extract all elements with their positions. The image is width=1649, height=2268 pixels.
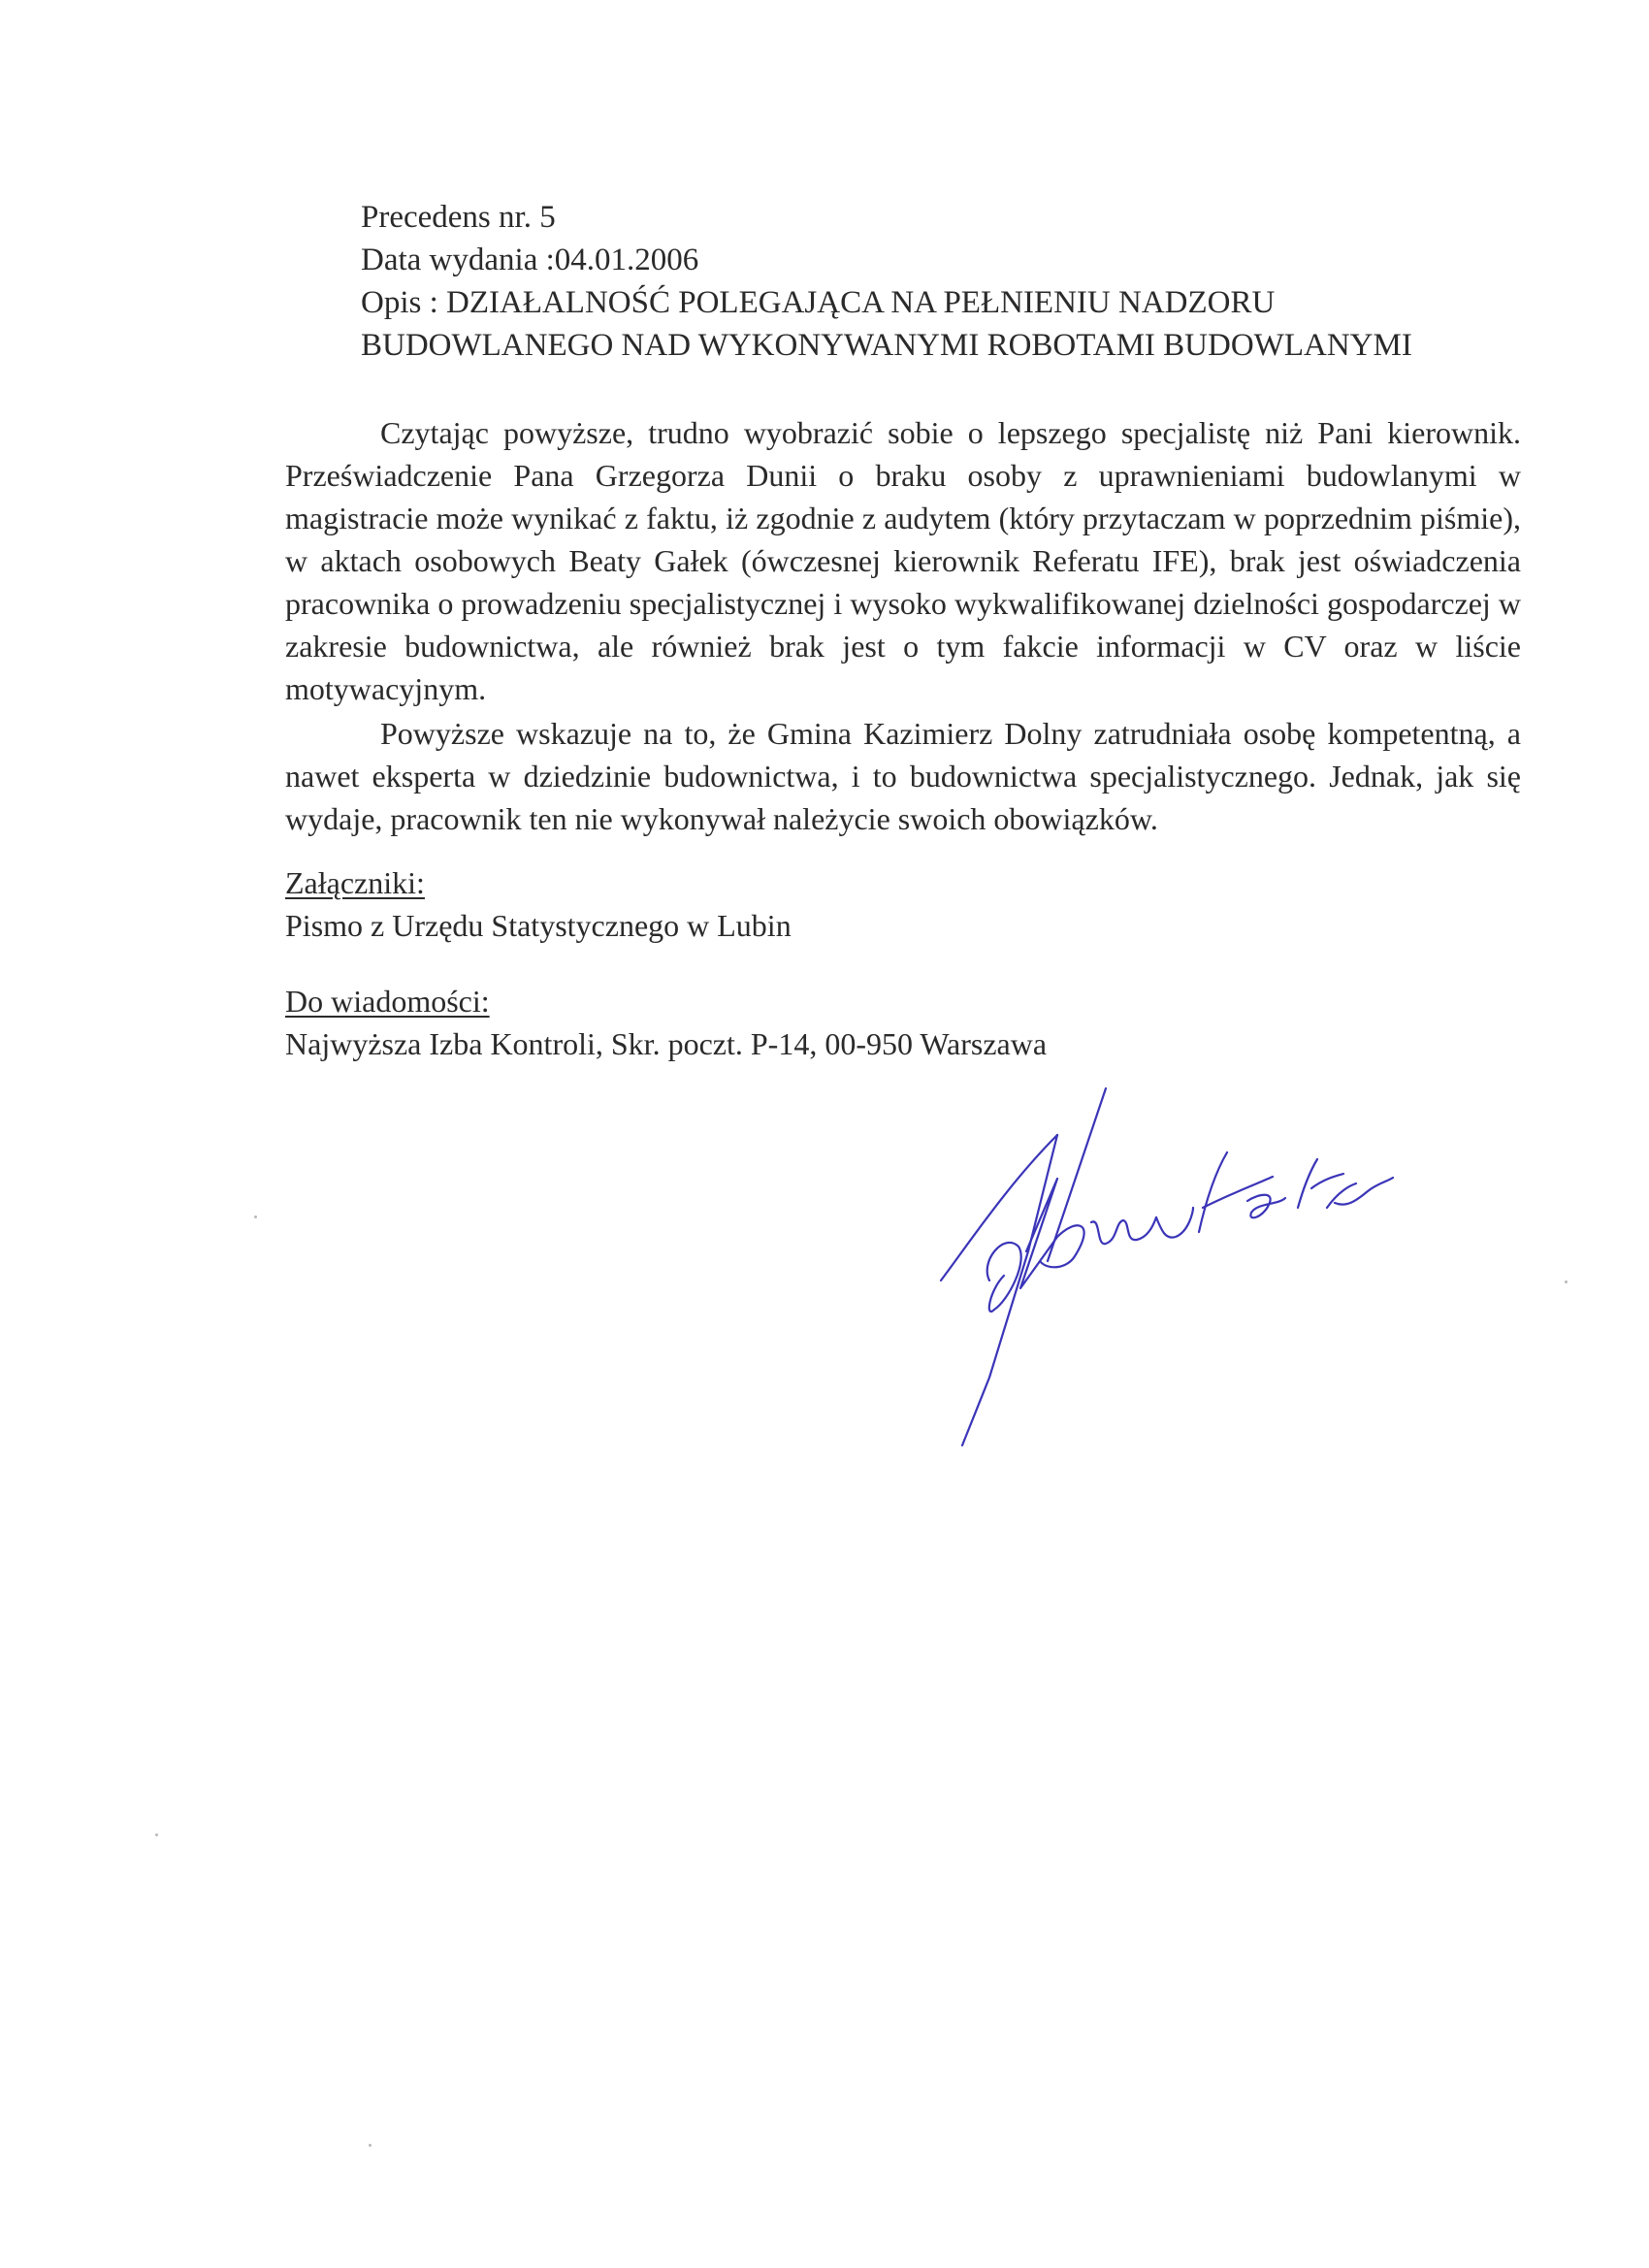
document-header — [361, 196, 1525, 367]
recipient-item: Najwyższa Izba Kontroli, Skr. poczt. P-14, 00-950 Warszawa — [285, 1026, 1048, 1061]
attachments-heading: Załączniki: — [285, 865, 425, 900]
recipients-section — [285, 980, 1449, 1065]
handwritten-signature — [912, 1077, 1416, 1465]
letter-body — [285, 411, 1521, 840]
description-line-2: BUDOWLANEGO NAD WYKONYWANYMI ROBOTAMI BUDOWLANYMI — [361, 328, 1412, 363]
scan-speck — [1565, 1280, 1568, 1283]
attachment-item: Pismo z Urzędu Statystycznego w Lubin — [285, 908, 792, 943]
recipients-heading: Do wiadomości: — [285, 984, 490, 1019]
description-line-1: Opis : DZIAŁALNOŚĆ POLEGAJĄCA NA PEŁNIENIU NADZORU — [361, 285, 1276, 320]
attachments-section — [285, 861, 1449, 947]
issue-date: Data wydania :04.01.2006 — [361, 243, 699, 277]
scan-speck — [155, 1833, 158, 1836]
precedent-number: Precedens nr. 5 — [361, 200, 556, 235]
body-paragraph-1: Czytając powyższe, trudno wyobrazić sobie o lepszego specjalistę niż Pani kierownik. Przeświadczenie Pana Grzegorza Dunii o braku osoby z uprawnieniami budowlanymi w magistracie może wynikać z faktu, iż zgodnie z audytem (który przytaczam w poprzednim piśmie), w aktach osobowych Beaty Gałek (ówczesnej kierownik Referatu IFE), brak jest oświadczenia pracownika o prowadzeniu specjalistycznej i wysoko wykwalifikowanej dzielności gospodarczej w zakresie budownictwa, ale również brak jest o tym fakcie informacji w CV oraz w liście motywacyjnym. — [285, 415, 1521, 706]
body-paragraph-2: Powyższe wskazuje na to, że Gmina Kazimierz Dolny zatrudniała osobę kompetentną, a nawet eksperta w dziedzinie budownictwa, i to budownictwa specjalistycznego. Jednak, jak się wydaje, pracownik ten nie wykonywał należycie swoich obowiązków. — [285, 716, 1521, 836]
scan-speck — [369, 2144, 372, 2147]
scan-speck — [254, 1215, 257, 1218]
